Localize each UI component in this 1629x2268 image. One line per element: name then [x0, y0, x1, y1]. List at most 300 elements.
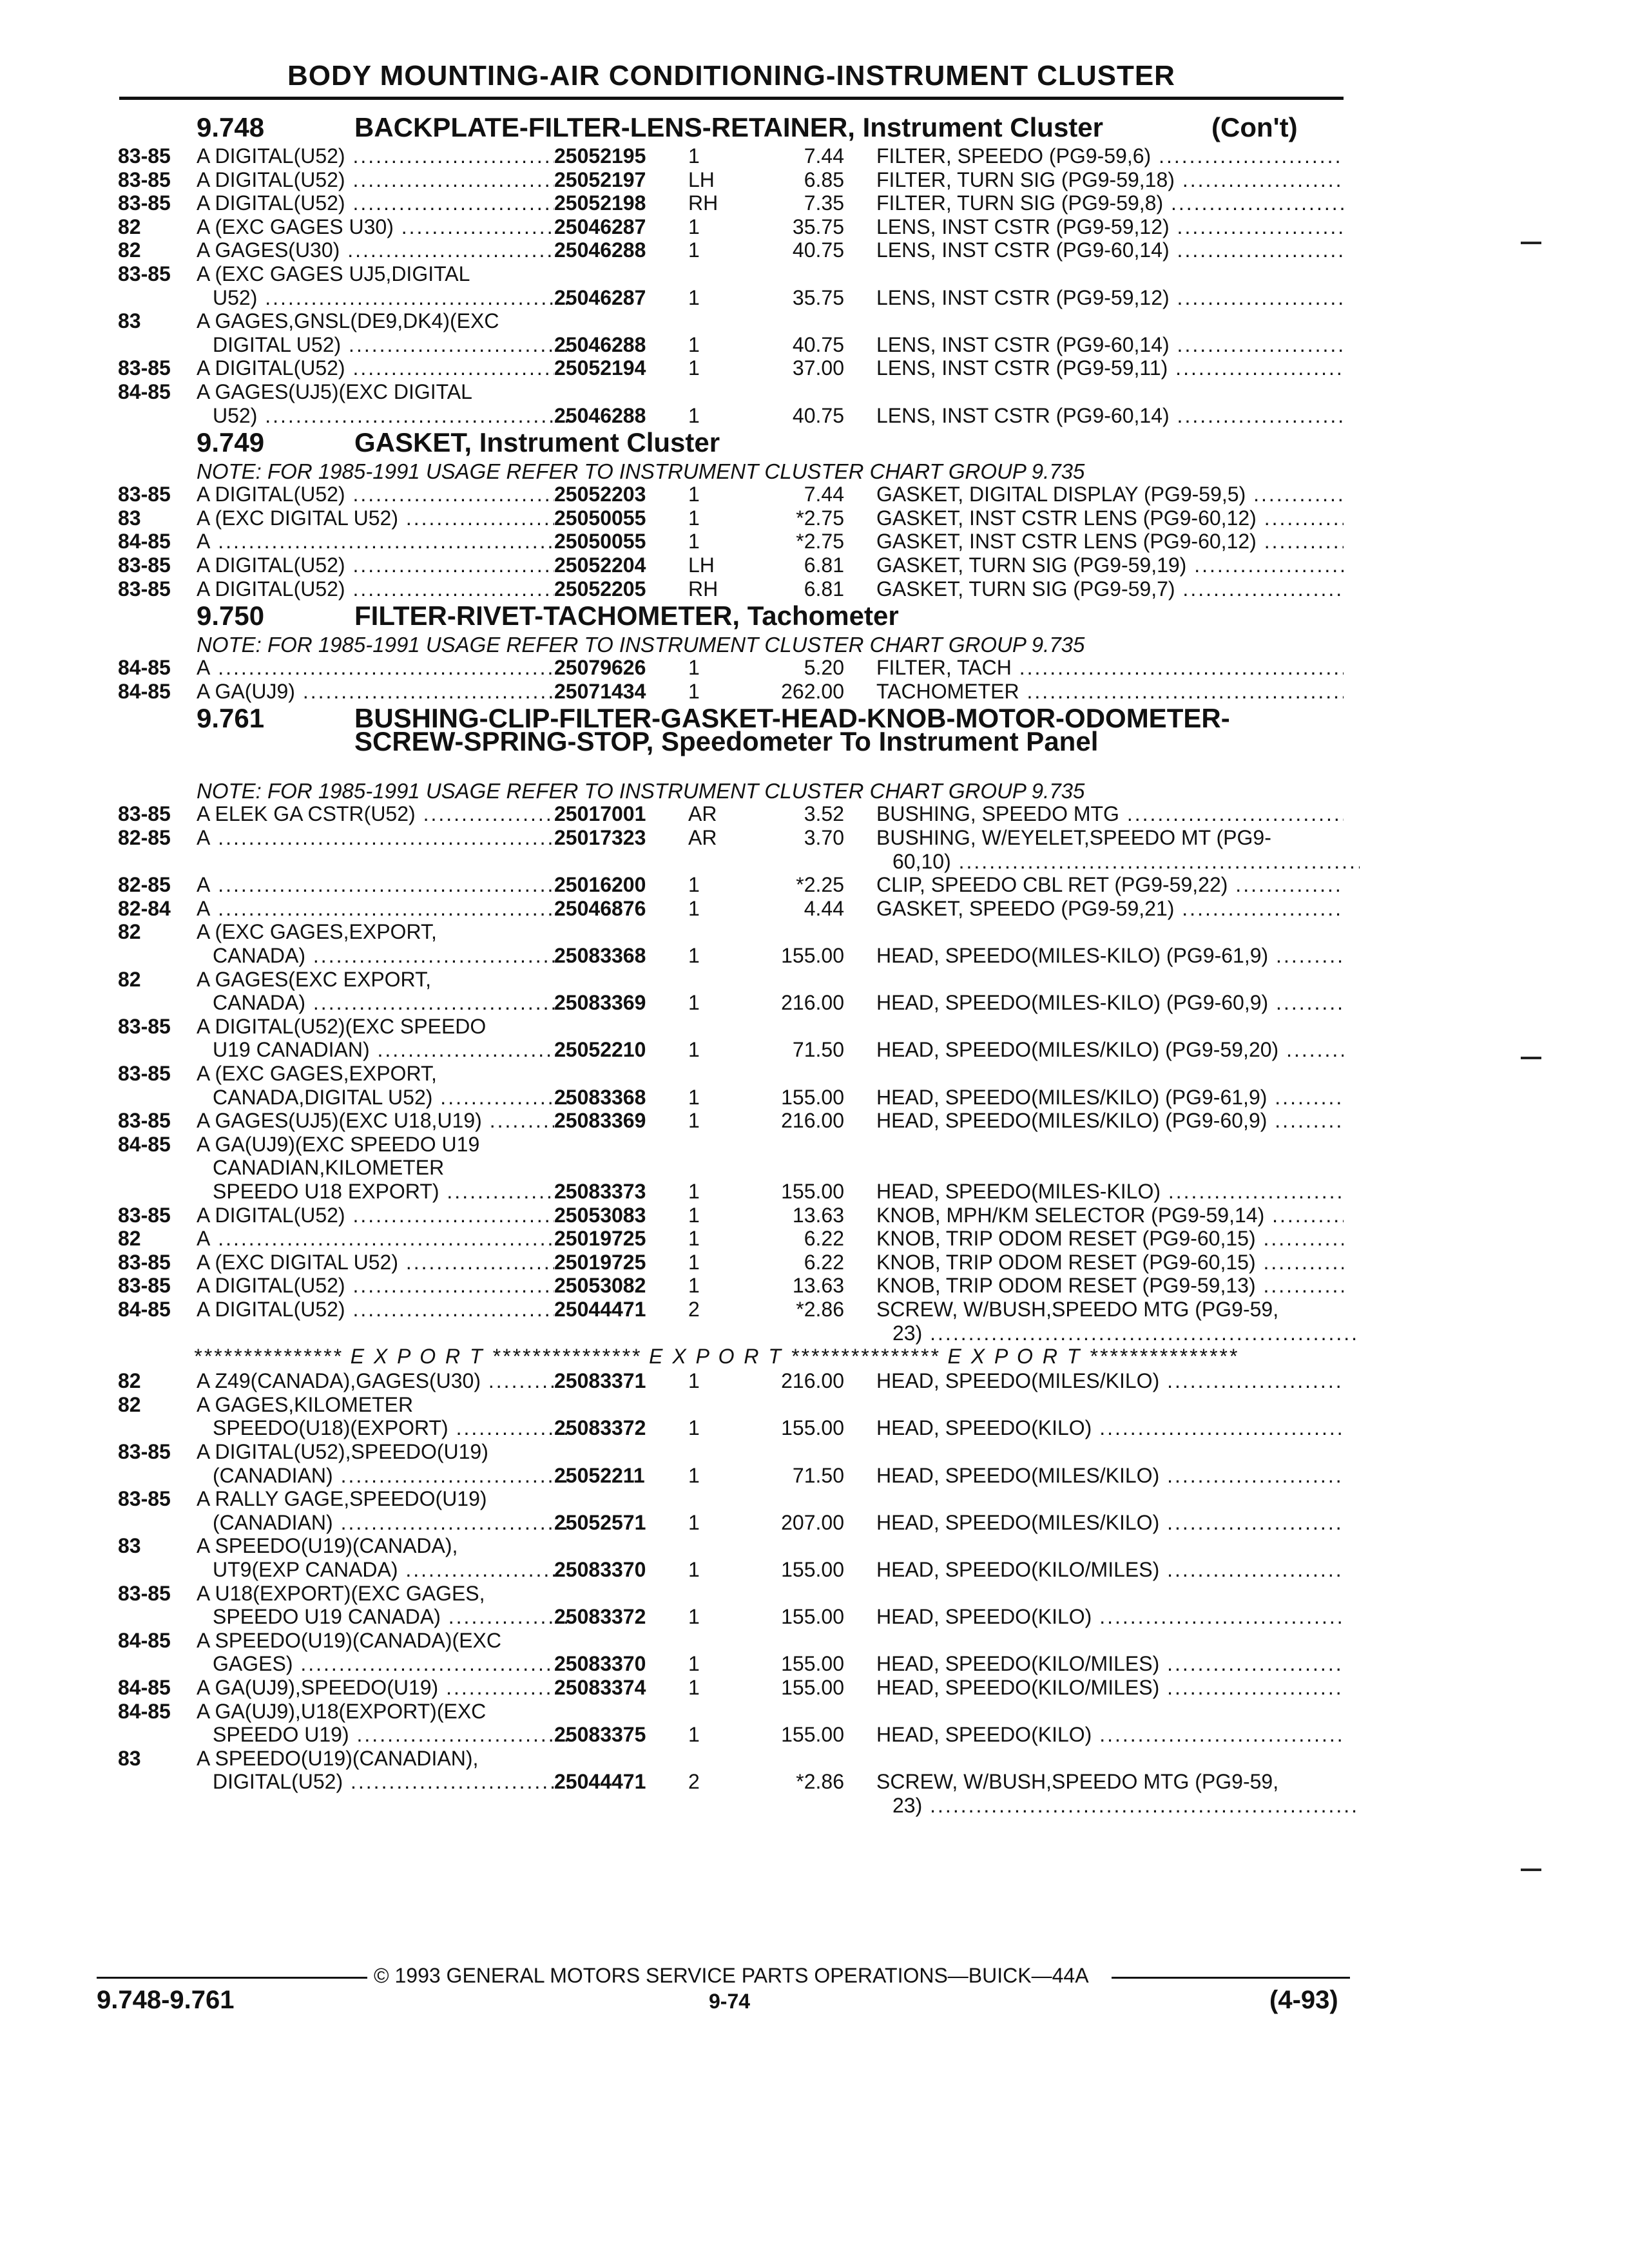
part-number: 25053083 [554, 1203, 646, 1227]
usage-note: NOTE: FOR 1985-1991 USAGE REFER TO INSTRUMENT CLUSTER CHART GROUP 9.735 [197, 459, 1085, 484]
description: 23) ..... [892, 1794, 1360, 1817]
description: HEAD, SPEEDO(KILO) ..... [876, 1416, 1344, 1439]
description: GASKET, TURN SIG (PG9-59,7) ..... [876, 577, 1344, 601]
model-years: 83 [118, 506, 141, 530]
description: HEAD, SPEEDO(KILO/MILES) ..... [876, 1652, 1344, 1675]
application: DIGITAL(U52) ..... [213, 1770, 570, 1793]
table-row [0, 1464, 1629, 1488]
section-name: GASKET, Instrument Cluster [354, 427, 720, 458]
application: A GAGES(EXC EXPORT, [197, 967, 431, 991]
part-number: 25016200 [554, 873, 646, 897]
model-years: 84-85 [118, 530, 171, 553]
table-row [0, 286, 1629, 310]
application: A DIGITAL(U52) ..... [197, 168, 554, 191]
price: 6.81 [804, 577, 844, 601]
header-rule [119, 97, 1344, 100]
price: 13.63 [792, 1203, 844, 1227]
description: LENS, INST CSTR (PG9-59,12) ..... [876, 286, 1344, 309]
price: 7.35 [804, 191, 844, 215]
description: FILTER, TACH ..... [876, 656, 1344, 679]
table-row [0, 1180, 1629, 1204]
price: *2.75 [796, 506, 844, 530]
quantity: 1 [688, 1109, 700, 1133]
price: 7.44 [804, 483, 844, 506]
application: A SPEEDO(U19)(CANADA)(EXC [197, 1628, 501, 1652]
table-row [0, 483, 1629, 506]
table-row [0, 1109, 1629, 1133]
description: KNOB, TRIP ODOM RESET (PG9-59,13) ..... [876, 1274, 1344, 1297]
price: 3.70 [804, 826, 844, 849]
model-years: 82-85 [118, 826, 171, 849]
price: 6.22 [804, 1227, 844, 1251]
part-number: 25083373 [554, 1180, 646, 1203]
price: 155.00 [781, 1723, 844, 1747]
part-number: 25083372 [554, 1416, 646, 1440]
footer-rule [97, 1977, 367, 1979]
application: A GA(UJ9) ..... [197, 680, 554, 703]
table-row [0, 215, 1629, 239]
application: A ..... [197, 897, 554, 920]
application: U52) ..... [213, 286, 570, 309]
model-years: 84-85 [118, 1676, 171, 1699]
model-years: 83-85 [118, 144, 171, 168]
model-years: 83 [118, 309, 141, 333]
price: 35.75 [792, 215, 844, 238]
table-row [0, 1487, 1629, 1511]
description: 23) ..... [892, 1321, 1360, 1345]
usage-note: NOTE: FOR 1985-1991 USAGE REFER TO INSTRUMENT CLUSTER CHART GROUP 9.735 [197, 779, 1085, 803]
model-years: 83-85 [118, 1014, 171, 1038]
table-row [0, 333, 1629, 357]
description: BUSHING, SPEEDO MTG ..... [876, 802, 1344, 825]
quantity: 1 [688, 144, 700, 168]
model-years: 82 [118, 238, 141, 262]
application: A SPEEDO(U19)(CANADA), [197, 1534, 458, 1558]
model-years: 83-85 [118, 1487, 171, 1511]
application: A GA(UJ9),SPEEDO(U19) ..... [197, 1676, 554, 1699]
quantity: 1 [688, 1180, 700, 1203]
application: A ..... [197, 873, 554, 896]
description: HEAD, SPEEDO(MILES-KILO) (PG9-61,9) ..... [876, 944, 1344, 967]
price: 262.00 [781, 679, 844, 703]
table-row [0, 262, 1629, 286]
application: A GA(UJ9)(EXC SPEEDO U19 [197, 1132, 480, 1156]
price: 40.75 [792, 332, 844, 356]
table-row [0, 991, 1629, 1015]
part-number: 25052195 [554, 144, 646, 168]
table-row [0, 356, 1629, 380]
part-number: 25052211 [554, 1463, 645, 1487]
part-number: 25083369 [554, 1109, 646, 1133]
table-row [0, 1629, 1629, 1653]
application: A DIGITAL(U52) ..... [197, 1298, 554, 1321]
quantity: 1 [688, 1510, 700, 1534]
application: A GAGES(U30) ..... [197, 238, 554, 262]
quantity: 1 [688, 1463, 700, 1487]
description: BUSHING, W/EYELET,SPEEDO MT (PG9- [876, 826, 1271, 849]
part-number: 25050055 [554, 506, 646, 530]
application: A DIGITAL(U52)(EXC SPEEDO [197, 1014, 487, 1038]
application: A Z49(CANADA),GAGES(U30) ..... [197, 1369, 554, 1392]
quantity: 1 [688, 1652, 700, 1676]
description: HEAD, SPEEDO(KILO/MILES) ..... [876, 1676, 1344, 1699]
table-row [0, 553, 1629, 577]
table-row [0, 168, 1629, 192]
description: FILTER, TURN SIG (PG9-59,18) ..... [876, 168, 1344, 191]
price: 6.22 [804, 1250, 844, 1274]
margin-mark [1521, 1057, 1541, 1059]
part-number: 25019725 [554, 1250, 646, 1274]
model-years: 84-85 [118, 1628, 171, 1652]
quantity: 2 [688, 1770, 700, 1794]
price: 6.81 [804, 553, 844, 577]
footer-rule [1112, 1977, 1350, 1979]
table-row [0, 1274, 1629, 1298]
usage-note: NOTE: FOR 1985-1991 USAGE REFER TO INSTRUMENT CLUSTER CHART GROUP 9.735 [197, 633, 1085, 657]
model-years: 83-85 [118, 1062, 171, 1085]
application: U19 CANADIAN) ..... [213, 1038, 570, 1061]
price: 216.00 [781, 1369, 844, 1393]
application: A DIGITAL(U52) ..... [197, 553, 554, 577]
part-number: 25083368 [554, 1085, 646, 1109]
application: A ..... [197, 656, 554, 679]
description: HEAD, SPEEDO(MILES/KILO) ..... [876, 1369, 1344, 1392]
description: GASKET, TURN SIG (PG9-59,19) ..... [876, 553, 1344, 577]
table-row [0, 680, 1629, 704]
application: DIGITAL U52) ..... [213, 333, 570, 356]
application: A DIGITAL(U52) ..... [197, 356, 554, 380]
table-row [0, 802, 1629, 826]
description: LENS, INST CSTR (PG9-59,12) ..... [876, 215, 1344, 238]
table-row [0, 826, 1629, 850]
part-number: 25052197 [554, 168, 646, 191]
table-row [0, 873, 1629, 897]
application: A (EXC GAGES U30) ..... [197, 215, 554, 238]
quantity: 1 [688, 1369, 700, 1393]
description: LENS, INST CSTR (PG9-60,14) ..... [876, 404, 1344, 427]
quantity: AR [688, 802, 717, 826]
price: 155.00 [781, 1652, 844, 1676]
price: *2.86 [796, 1770, 844, 1794]
table-row [0, 1086, 1629, 1110]
table-row [0, 1534, 1629, 1558]
price: 4.44 [804, 896, 844, 920]
model-years: 84-85 [118, 679, 171, 703]
price: 155.00 [781, 1558, 844, 1581]
model-years: 83-85 [118, 577, 171, 601]
price: 40.75 [792, 238, 844, 262]
application: A SPEEDO(U19)(CANADIAN), [197, 1746, 479, 1770]
application: A RALLY GAGE,SPEEDO(U19) [197, 1487, 487, 1511]
price: *2.25 [796, 873, 844, 897]
table-row [0, 1558, 1629, 1582]
quantity: 1 [688, 1558, 700, 1581]
page-title: BODY MOUNTING-AIR CONDITIONING-INSTRUMENT CLUSTER [287, 60, 1175, 91]
model-years: 82 [118, 920, 141, 944]
part-number: 25046288 [554, 238, 646, 262]
quantity: RH [688, 577, 718, 601]
description: HEAD, SPEEDO(KILO) ..... [876, 1605, 1344, 1628]
application: A DIGITAL(U52) ..... [197, 483, 554, 506]
quantity: 1 [688, 1085, 700, 1109]
application: CANADA,DIGITAL U52) ..... [213, 1086, 570, 1109]
application: A GAGES(UJ5)(EXC DIGITAL [197, 380, 472, 403]
quantity: 1 [688, 944, 700, 967]
model-years: 83-85 [118, 168, 171, 191]
quantity: 1 [688, 1227, 700, 1251]
table-row [0, 1321, 1629, 1345]
price: 155.00 [781, 1605, 844, 1629]
application: A ELEK GA CSTR(U52) ..... [197, 802, 554, 825]
quantity: 1 [688, 656, 700, 680]
quantity: 1 [688, 506, 700, 530]
part-number: 25017001 [554, 802, 646, 826]
quantity: LH [688, 168, 715, 191]
part-number: 25052204 [554, 553, 646, 577]
model-years: 83-85 [118, 1203, 171, 1227]
description: LENS, INST CSTR (PG9-59,11) ..... [876, 356, 1344, 380]
application: SPEEDO(U18)(EXPORT) ..... [213, 1416, 570, 1439]
model-years: 82 [118, 1392, 141, 1416]
table-row [0, 191, 1629, 215]
part-number: 25083375 [554, 1723, 646, 1747]
table-row [0, 1511, 1629, 1535]
model-years: 82 [118, 215, 141, 238]
table-row [0, 1133, 1629, 1157]
margin-mark [1521, 242, 1541, 244]
quantity: 1 [688, 285, 700, 309]
model-years: 83-85 [118, 483, 171, 506]
table-row [0, 404, 1629, 428]
part-number: 25083372 [554, 1605, 646, 1629]
model-years: 84-85 [118, 1132, 171, 1156]
table-row [0, 1393, 1629, 1417]
application: GAGES) ..... [213, 1652, 570, 1675]
application: A U18(EXPORT)(EXC GAGES, [197, 1581, 485, 1605]
group-range: 9.748-9.761 [97, 1986, 235, 2014]
table-row [0, 920, 1629, 944]
table-row [0, 1794, 1629, 1818]
description: FILTER, SPEEDO (PG9-59,6) ..... [876, 144, 1344, 168]
quantity: 1 [688, 1605, 700, 1629]
price: 71.50 [792, 1038, 844, 1062]
application: CANADA) ..... [213, 944, 570, 967]
description: HEAD, SPEEDO(MILES-KILO) ..... [876, 1180, 1344, 1203]
description: HEAD, SPEEDO(KILO) ..... [876, 1723, 1344, 1746]
description: 60,10) ..... [892, 850, 1360, 873]
quantity: 1 [688, 403, 700, 427]
quantity: 1 [688, 1203, 700, 1227]
quantity: 1 [688, 530, 700, 553]
quantity: 1 [688, 1723, 700, 1747]
model-years: 83-85 [118, 802, 171, 826]
model-years: 83-85 [118, 553, 171, 577]
part-number: 25083370 [554, 1652, 646, 1676]
model-years: 83-85 [118, 1274, 171, 1298]
part-number: 25052205 [554, 577, 646, 601]
part-number: 25052210 [554, 1038, 646, 1062]
part-number: 25052571 [554, 1510, 646, 1534]
table-row [0, 1156, 1629, 1180]
part-number: 25046287 [554, 215, 646, 238]
price: 13.63 [792, 1274, 844, 1298]
description: KNOB, TRIP ODOM RESET (PG9-60,15) ..... [876, 1251, 1344, 1274]
section-number: 9.750 [197, 601, 265, 631]
quantity: 1 [688, 332, 700, 356]
price: 155.00 [781, 944, 844, 967]
quantity: 1 [688, 1038, 700, 1062]
description: HEAD, SPEEDO(KILO/MILES) ..... [876, 1558, 1344, 1581]
margin-mark [1521, 1869, 1541, 1871]
quantity: 1 [688, 873, 700, 897]
section-number: 9.761 [197, 703, 265, 734]
application: A GAGES(UJ5)(EXC U18,U19) ..... [197, 1109, 554, 1132]
application: U52) ..... [213, 404, 570, 427]
model-years: 83-85 [118, 1250, 171, 1274]
quantity: RH [688, 191, 718, 215]
description: HEAD, SPEEDO(MILES/KILO) (PG9-59,20) ..... [876, 1038, 1344, 1061]
table-row [0, 1723, 1629, 1747]
application: A DIGITAL(U52) ..... [197, 1204, 554, 1227]
model-years: 83 [118, 1534, 141, 1558]
table-row [0, 577, 1629, 601]
table-row [0, 1676, 1629, 1700]
section-name: BUSHING-CLIP-FILTER-GASKET-HEAD-KNOB-MOTOR-ODOMETER-SCREW-SPRING-STOP, Speedometer To Instrument Panel [354, 703, 1230, 757]
table-row [0, 1038, 1629, 1062]
page-number: 9-74 [709, 1990, 751, 2013]
quantity: 1 [688, 356, 700, 380]
part-number: 25053082 [554, 1274, 646, 1298]
application: A GAGES,GNSL(DE9,DK4)(EXC [197, 309, 499, 333]
application: A (EXC GAGES UJ5,DIGITAL [197, 262, 470, 285]
table-row [0, 850, 1629, 874]
export-divider: *************** E X P O R T *************** E X P O R T *************** E X P O R T *************** [193, 1345, 1239, 1369]
table-row [0, 897, 1629, 921]
model-years: 83-85 [118, 262, 171, 285]
quantity: 1 [688, 215, 700, 238]
table-row [0, 1770, 1629, 1794]
application: CANADA) ..... [213, 991, 570, 1014]
price: 6.85 [804, 168, 844, 191]
model-years: 84-85 [118, 1699, 171, 1723]
model-years: 83-85 [118, 191, 171, 215]
table-row [0, 530, 1629, 553]
table-row [0, 1062, 1629, 1086]
description: SCREW, W/BUSH,SPEEDO MTG (PG9-59, [876, 1298, 1279, 1321]
part-number: 25046287 [554, 285, 646, 309]
section-number: 9.749 [197, 427, 265, 458]
table-row [0, 1440, 1629, 1464]
application: SPEEDO U18 EXPORT) ..... [213, 1180, 570, 1203]
part-number: 25044471 [554, 1770, 646, 1794]
model-years: 82-85 [118, 873, 171, 897]
description: GASKET, DIGITAL DISPLAY (PG9-59,5) ..... [876, 483, 1344, 506]
table-row [0, 144, 1629, 168]
price: *2.75 [796, 530, 844, 553]
part-number: 25083368 [554, 944, 646, 967]
continued-marker: (Con't) [1211, 112, 1298, 142]
part-number: 25046288 [554, 403, 646, 427]
price: 7.44 [804, 144, 844, 168]
copyright-notice: © 1993 GENERAL MOTORS SERVICE PARTS OPERATIONS—BUICK—44A [374, 1964, 1089, 1987]
application: A (EXC DIGITAL U52) ..... [197, 506, 554, 530]
application: A GAGES,KILOMETER [197, 1392, 414, 1416]
application: SPEEDO U19 CANADA) ..... [213, 1605, 570, 1628]
description: KNOB, MPH/KM SELECTOR (PG9-59,14) ..... [876, 1204, 1344, 1227]
quantity: 1 [688, 483, 700, 506]
price: 35.75 [792, 285, 844, 309]
table-row [0, 506, 1629, 530]
application: A (EXC DIGITAL U52) ..... [197, 1251, 554, 1274]
table-row [0, 1204, 1629, 1227]
part-number: 25083371 [554, 1369, 646, 1393]
description: GASKET, INST CSTR LENS (PG9-60,12) ..... [876, 506, 1344, 530]
description: HEAD, SPEEDO(MILES/KILO) ..... [876, 1511, 1344, 1534]
part-number: 25046876 [554, 896, 646, 920]
model-years: 82 [118, 1369, 141, 1393]
application: A DIGITAL(U52) ..... [197, 144, 554, 168]
part-number: 25017323 [554, 826, 646, 849]
application: UT9(EXP CANADA) ..... [213, 1558, 570, 1581]
table-row [0, 309, 1629, 333]
model-years: 82 [118, 967, 141, 991]
part-number: 25052203 [554, 483, 646, 506]
model-years: 83-85 [118, 1581, 171, 1605]
model-years: 84-85 [118, 380, 171, 403]
quantity: AR [688, 826, 717, 849]
quantity: 2 [688, 1298, 700, 1321]
application: A ..... [197, 826, 554, 849]
description: LENS, INST CSTR (PG9-60,14) ..... [876, 238, 1344, 262]
table-row [0, 944, 1629, 968]
description: HEAD, SPEEDO(MILES/KILO) (PG9-61,9) ..... [876, 1086, 1344, 1109]
application: A GA(UJ9),U18(EXPORT)(EXC [197, 1699, 487, 1723]
price: 40.75 [792, 403, 844, 427]
table-row [0, 380, 1629, 404]
quantity: 1 [688, 896, 700, 920]
model-years: 83 [118, 1746, 141, 1770]
part-number: 25050055 [554, 530, 646, 553]
part-number: 25079626 [554, 656, 646, 680]
quantity: 1 [688, 679, 700, 703]
price: 207.00 [781, 1510, 844, 1534]
application: CANADIAN,KILOMETER [213, 1156, 445, 1180]
price: 155.00 [781, 1416, 844, 1440]
quantity: 1 [688, 1416, 700, 1440]
quantity: 1 [688, 1274, 700, 1298]
quantity: 1 [688, 1676, 700, 1699]
part-number: 25052194 [554, 356, 646, 380]
part-number: 25071434 [554, 679, 646, 703]
section-number: 9.748 [197, 112, 265, 142]
part-number: 25052198 [554, 191, 646, 215]
description: GASKET, INST CSTR LENS (PG9-60,12) ..... [876, 530, 1344, 553]
quantity: 1 [688, 1250, 700, 1274]
part-number: 25019725 [554, 1227, 646, 1251]
price: 3.52 [804, 802, 844, 826]
application: A ..... [197, 530, 554, 553]
description: SCREW, W/BUSH,SPEEDO MTG (PG9-59, [876, 1770, 1279, 1794]
model-years: 83-85 [118, 356, 171, 380]
table-row [0, 1298, 1629, 1321]
table-row [0, 1747, 1629, 1771]
part-number: 25044471 [554, 1298, 646, 1321]
table-row [0, 656, 1629, 680]
price: 216.00 [781, 991, 844, 1015]
price: 5.20 [804, 656, 844, 680]
application: (CANADIAN) ..... [213, 1464, 570, 1487]
description: HEAD, SPEEDO(MILES/KILO) ..... [876, 1464, 1344, 1487]
